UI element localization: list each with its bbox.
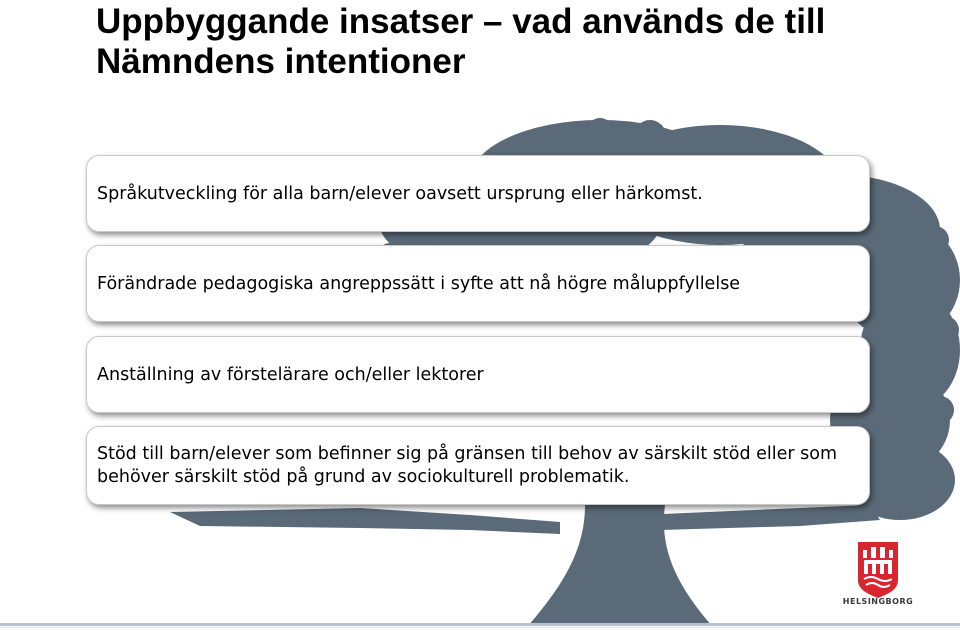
title-line-1: Uppbyggande insatser – vad används de till — [96, 2, 826, 41]
content-box-text: Stöd till barn/elever som befinner sig på gränsen till behov av särskilt stöd eller som behöver särskilt stöd på grund av sociokulturell problematik. — [97, 443, 838, 487]
content-box — [86, 336, 870, 413]
title-line-2: Nämndens intentioner — [96, 42, 466, 81]
content-box — [86, 426, 870, 505]
content-box-text: Språkutveckling för alla barn/elever oavsett ursprung eller härkomst. — [97, 183, 703, 204]
footer-divider — [0, 627, 960, 628]
content-box — [86, 155, 870, 232]
footer-divider — [0, 623, 960, 626]
content-box — [86, 245, 870, 322]
slide-title — [96, 2, 896, 82]
logo-text: HELSINGBORG — [842, 597, 914, 606]
content-box-text: Förändrade pedagogiska angreppssätt i syfte att nå högre måluppfyllelse — [97, 273, 741, 294]
content-box-text: Anställning av förstelärare och/eller lektorer — [97, 364, 484, 385]
